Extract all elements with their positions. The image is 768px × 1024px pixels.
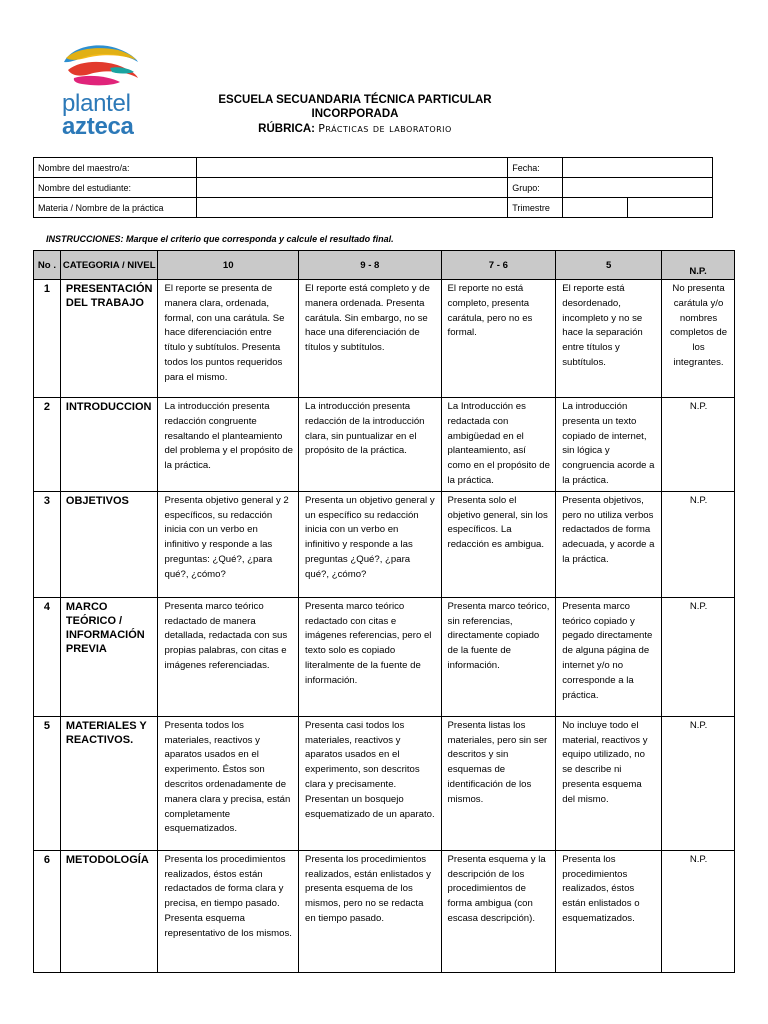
- term-field-extra[interactable]: [628, 198, 713, 218]
- term-label: Trimestre: [508, 198, 563, 218]
- criterion-np[interactable]: No presenta carátula y/o nombres completos de los integrantes.: [662, 280, 735, 398]
- criterion-np[interactable]: N.P.: [662, 716, 735, 850]
- subject-label: Materia / Nombre de la práctica: [34, 198, 197, 218]
- rubric-row: [34, 398, 735, 492]
- logo: [58, 40, 148, 144]
- criterion-5[interactable]: No incluye todo el material, reactivos y equipo utilizado, no se describe ni presenta esquema del mismo.: [556, 716, 662, 850]
- criterion-7-6[interactable]: La Introducción es redactada con ambigüedad en el planteamiento, así como en el propósito de la práctica.: [441, 398, 556, 492]
- criterion-np[interactable]: N.P.: [662, 597, 735, 716]
- criterion-7-6[interactable]: El reporte no está completo, presenta carátula, pero no es formal.: [441, 280, 556, 398]
- criterion-5[interactable]: Presenta marco teórico copiado y pegado directamente de alguna página de internet y/o no corresponde a la práctica.: [556, 597, 662, 716]
- row-category: OBJETIVOS: [60, 491, 158, 597]
- rubric-row: [34, 491, 735, 597]
- row-category: PRESENTACIÓN DEL TRABAJO: [60, 280, 158, 398]
- rubric-table: [33, 250, 735, 973]
- school-name: ESCUELA SECUANDARIA TÉCNICA PARTICULAR: [218, 94, 492, 106]
- criterion-np[interactable]: N.P.: [662, 398, 735, 492]
- rubric-row: [34, 716, 735, 850]
- criterion-5[interactable]: Presenta objetivos, pero no utiliza verbos redactados de forma adecuada, y acorde a la práctica.: [556, 491, 662, 597]
- instructions: INSTRUCCIONES: Marque el criterio que corresponda y calcule el resultado final.: [46, 234, 394, 244]
- rubric-header-row: [34, 251, 735, 280]
- row-number: 5: [34, 716, 61, 850]
- criterion-10[interactable]: Presenta todos los materiales, reactivos y aparatos usados en el experimento. Éstos son descritos ordenadamente de manera clara y precisa, están completamente esquematizados.: [158, 716, 299, 850]
- criterion-10[interactable]: El reporte se presenta de manera clara, ordenada, formal, con una carátula. Se hace diferenciación entre título y subtítulos. Presenta todos los puntos requeridos para el mismo.: [158, 280, 299, 398]
- subject-field[interactable]: [196, 198, 507, 218]
- criterion-9-8[interactable]: Presenta casi todos los materiales, reactivos y aparatos usados en el experimento, son descritos clara y precisamente. Presentan un bosquejo esquematizado de un aparato.: [299, 716, 441, 850]
- header-9-8: 9 - 8: [299, 251, 441, 280]
- teacher-field[interactable]: [196, 158, 507, 178]
- criterion-9-8[interactable]: La introducción presenta redacción de la introducción clara, sin puntualizar en el propósito de la práctica.: [299, 398, 441, 492]
- criterion-5[interactable]: La introducción presenta un texto copiado de internet, sin lógica y congruencia acorde a la práctica.: [556, 398, 662, 492]
- logo-text-azteca: azteca: [62, 113, 134, 140]
- term-field[interactable]: [563, 198, 628, 218]
- date-label: Fecha:: [508, 158, 563, 178]
- school-incorporada: INCORPORADA: [311, 108, 399, 120]
- logo-mark-icon: [58, 40, 148, 92]
- criterion-10[interactable]: La introducción presenta redacción congruente resaltando el planteamiento del problema y el propósito de la práctica.: [158, 398, 299, 492]
- row-category: METODOLOGÍA: [60, 850, 158, 972]
- header-category: CATEGORIA / NIVEL: [60, 251, 158, 280]
- header-np: N.P.: [662, 251, 735, 280]
- row-number: 2: [34, 398, 61, 492]
- subject-row: [34, 198, 713, 218]
- group-field[interactable]: [563, 178, 713, 198]
- criterion-7-6[interactable]: Presenta esquema y la descripción de los procedimientos de forma ambigua (con escasa descripción).: [441, 850, 556, 972]
- logo-text-plantel: plantel: [62, 90, 131, 117]
- header-7-6: 7 - 6: [441, 251, 556, 280]
- criterion-np[interactable]: N.P.: [662, 850, 735, 972]
- row-category: INTRODUCCION: [60, 398, 158, 492]
- info-form-table: [33, 157, 713, 218]
- header-10: 10: [158, 251, 299, 280]
- criterion-5[interactable]: Presenta los procedimientos realizados, éstos están enlistados o esquematizados.: [556, 850, 662, 972]
- criterion-7-6[interactable]: Presenta listas los materiales, pero sin ser descritos y sin esquemas de identificación de los mismos.: [441, 716, 556, 850]
- rubric-row: [34, 850, 735, 972]
- rubric-row: [34, 597, 735, 716]
- row-number: 6: [34, 850, 61, 972]
- teacher-label: Nombre del maestro/a:: [34, 158, 197, 178]
- criterion-10[interactable]: Presenta objetivo general y 2 específicos, su redacción inicia con un verbo en infinitivo y responde a las preguntas: ¿Qué?, ¿para qué?, ¿cómo?: [158, 491, 299, 597]
- row-number: 3: [34, 491, 61, 597]
- document-header: [190, 93, 520, 137]
- student-row: [34, 178, 713, 198]
- header-5: 5: [556, 251, 662, 280]
- criterion-10[interactable]: Presenta marco teórico redactado de manera detallada, redactada con sus propias palabras, con citas e imágenes referenciadas.: [158, 597, 299, 716]
- row-category: MARCO TEÓRICO / INFORMACIÓN PREVIA: [60, 597, 158, 716]
- header-no: No .: [34, 251, 61, 280]
- criterion-9-8[interactable]: Presenta marco teórico redactado con citas e imágenes referencias, pero el texto solo es copiado literalmente de la fuente de información.: [299, 597, 441, 716]
- rubric-label: RÚBRICA:: [258, 123, 316, 135]
- criterion-7-6[interactable]: Presenta solo el objetivo general, sin los específicos. La redacción es ambigua.: [441, 491, 556, 597]
- rubric-row: [34, 280, 735, 398]
- criterion-10[interactable]: Presenta los procedimientos realizados, éstos están redactados de forma clara y precisa, en tiempo pasado. Presenta esquema representativo de los mismos.: [158, 850, 299, 972]
- student-label: Nombre del estudiante:: [34, 178, 197, 198]
- criterion-9-8[interactable]: Presenta los procedimientos realizados, están enlistados y presenta esquema de los mismos, pero no se redacta en tiempo pasado.: [299, 850, 441, 972]
- criterion-np[interactable]: N.P.: [662, 491, 735, 597]
- criterion-5[interactable]: El reporte está desordenado, incompleto y no se hace la separación entre títulos y subtítulos.: [556, 280, 662, 398]
- criterion-9-8[interactable]: Presenta un objetivo general y un específico su redacción inicia con un verbo en infinitivo y responde a las preguntas ¿Qué?, ¿para qué?, ¿cómo?: [299, 491, 441, 597]
- criterion-7-6[interactable]: Presenta marco teórico, sin referencias, directamente copiado de la fuente de información.: [441, 597, 556, 716]
- row-category: MATERIALES Y REACTIVOS.: [60, 716, 158, 850]
- criterion-9-8[interactable]: El reporte está completo y de manera ordenada. Presenta carátula. Sin embargo, no se hace una diferenciación de títulos y subtítulos.: [299, 280, 441, 398]
- student-field[interactable]: [196, 178, 507, 198]
- teacher-row: [34, 158, 713, 178]
- date-field[interactable]: [563, 158, 713, 178]
- rubric-heading: [190, 121, 520, 137]
- row-number: 1: [34, 280, 61, 398]
- group-label: Grupo:: [508, 178, 563, 198]
- row-number: 4: [34, 597, 61, 716]
- rubric-title: Prácticas de laboratorio: [318, 122, 452, 135]
